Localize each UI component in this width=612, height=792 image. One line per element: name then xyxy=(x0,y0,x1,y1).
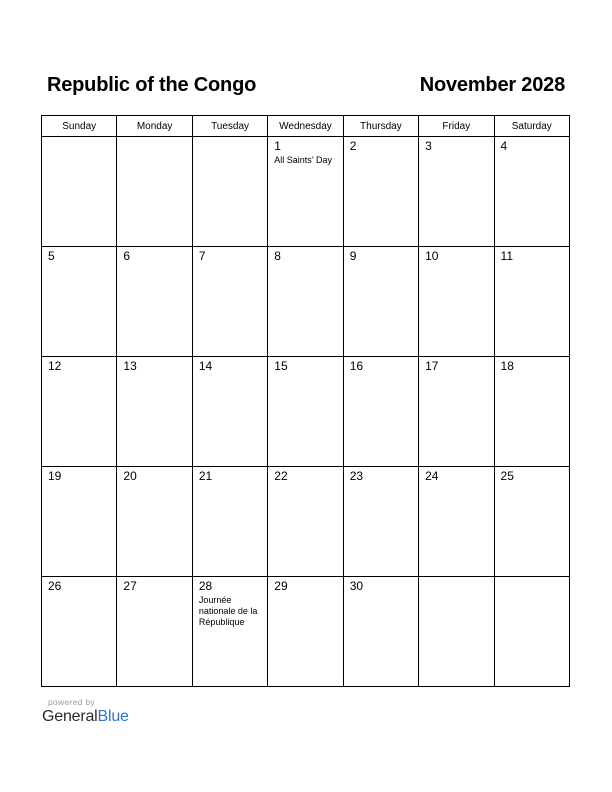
day-cell xyxy=(343,357,418,467)
day-number: 6 xyxy=(123,249,131,263)
holiday-label: Journée nationale de la République xyxy=(198,595,258,627)
day-cell-content xyxy=(193,247,267,264)
day-number: 5 xyxy=(48,249,55,263)
day-cell-content xyxy=(268,357,342,374)
weekday-header-row xyxy=(42,116,570,137)
day-cell-content xyxy=(117,467,191,484)
footer-branding xyxy=(42,697,129,727)
brand-logo[interactable] xyxy=(42,707,129,727)
day-number: 3 xyxy=(425,139,432,153)
day-cell xyxy=(494,137,569,247)
day-number: 17 xyxy=(425,359,439,373)
day-cell xyxy=(419,357,494,467)
day-cell-content xyxy=(193,467,267,484)
day-cell xyxy=(494,357,569,467)
day-cell-content xyxy=(495,137,569,154)
day-cell xyxy=(192,357,267,467)
day-cell-content xyxy=(268,577,342,594)
day-cell xyxy=(117,247,192,357)
day-cell xyxy=(117,357,192,467)
day-cell xyxy=(419,137,494,247)
day-number: 22 xyxy=(274,469,288,483)
day-cell xyxy=(268,357,343,467)
day-cell-content xyxy=(344,577,418,594)
day-cell xyxy=(419,467,494,577)
day-number: 25 xyxy=(500,469,514,483)
day-cell-content xyxy=(495,247,569,264)
month-year-title: November 2028 xyxy=(419,73,565,96)
country-title: Republic of the Congo xyxy=(47,73,257,96)
day-cell xyxy=(494,577,569,687)
day-cell-content xyxy=(193,577,267,628)
day-number: 24 xyxy=(425,469,439,483)
day-cell xyxy=(192,467,267,577)
day-cell xyxy=(42,357,117,467)
weekday-tuesday: Tuesday xyxy=(192,116,267,137)
day-number: 11 xyxy=(500,249,513,263)
weekday-wednesday: Wednesday xyxy=(268,116,343,137)
day-cell-content xyxy=(42,467,116,484)
day-number: 8 xyxy=(274,249,281,263)
day-cell xyxy=(42,247,117,357)
day-cell xyxy=(494,467,569,577)
day-cell-content xyxy=(268,247,342,264)
day-cell-content xyxy=(193,137,267,139)
day-number: 4 xyxy=(500,139,508,153)
day-cell xyxy=(192,577,267,687)
day-number: 7 xyxy=(198,249,206,263)
weekday-monday: Monday xyxy=(117,116,192,137)
powered-by-text: powered by xyxy=(48,697,95,707)
day-cell-content xyxy=(42,247,116,264)
brand-blue-text: Blue xyxy=(97,708,129,725)
day-cell-content xyxy=(419,467,493,484)
day-number: 13 xyxy=(123,359,137,373)
day-number: 29 xyxy=(274,579,288,593)
day-cell xyxy=(42,577,117,687)
brand-general-text: General xyxy=(42,708,98,725)
day-cell xyxy=(268,577,343,687)
day-number: 23 xyxy=(349,469,364,483)
day-cell xyxy=(343,467,418,577)
day-cell-content xyxy=(344,467,418,484)
day-cell xyxy=(117,577,192,687)
day-cell-content xyxy=(117,137,191,139)
day-number: 27 xyxy=(123,579,137,593)
week-row xyxy=(42,577,570,687)
day-cell-content xyxy=(495,467,569,484)
day-cell-content xyxy=(42,357,116,374)
day-cell-content xyxy=(193,357,267,374)
day-cell xyxy=(419,577,494,687)
day-cell-content xyxy=(42,137,116,139)
weekday-friday: Friday xyxy=(419,116,494,137)
day-cell-content xyxy=(268,467,342,484)
day-number: 21 xyxy=(198,469,213,483)
week-row xyxy=(42,247,570,357)
day-cell-content xyxy=(344,247,418,264)
calendar-body xyxy=(42,137,570,687)
day-cell-content xyxy=(344,357,418,374)
day-cell xyxy=(192,137,267,247)
weekday-sunday: Sunday xyxy=(42,116,117,137)
day-cell xyxy=(192,247,267,357)
day-cell xyxy=(419,247,494,357)
day-cell-content xyxy=(268,137,342,166)
day-number: 1 xyxy=(274,139,281,153)
weekday-thursday: Thursday xyxy=(343,116,418,137)
day-cell xyxy=(268,137,343,247)
day-number: 18 xyxy=(500,359,514,373)
day-cell-content xyxy=(344,137,418,154)
day-cell xyxy=(494,247,569,357)
day-number: 26 xyxy=(48,579,62,593)
day-cell-content xyxy=(117,247,191,264)
day-cell-content xyxy=(495,577,569,579)
day-number: 28 xyxy=(198,579,213,593)
day-number: 30 xyxy=(349,579,364,593)
weekday-saturday: Saturday xyxy=(494,116,569,137)
day-cell xyxy=(343,137,418,247)
day-cell xyxy=(42,137,117,247)
day-number: 15 xyxy=(274,359,288,373)
day-number: 2 xyxy=(349,139,357,153)
day-cell xyxy=(268,467,343,577)
day-cell-content xyxy=(117,357,191,374)
week-row xyxy=(42,357,570,467)
week-row xyxy=(42,137,570,247)
day-cell xyxy=(117,137,192,247)
day-number: 12 xyxy=(48,359,62,373)
day-cell xyxy=(42,467,117,577)
day-cell xyxy=(343,247,418,357)
day-cell xyxy=(117,467,192,577)
day-cell xyxy=(343,577,418,687)
day-number: 20 xyxy=(123,469,137,483)
day-number: 14 xyxy=(198,359,213,373)
calendar-header xyxy=(47,70,565,100)
day-cell-content xyxy=(495,357,569,374)
week-row xyxy=(42,467,570,577)
day-number: 16 xyxy=(349,359,364,373)
day-number: 10 xyxy=(425,249,439,263)
month-calendar-grid xyxy=(41,115,570,687)
day-cell-content xyxy=(419,137,493,154)
day-cell xyxy=(268,247,343,357)
day-number: 9 xyxy=(349,249,357,263)
day-cell-content xyxy=(419,247,493,264)
day-cell-content xyxy=(419,577,493,579)
day-cell-content xyxy=(419,357,493,374)
day-number: 19 xyxy=(48,469,62,483)
day-cell-content xyxy=(42,577,116,594)
day-cell-content xyxy=(117,577,191,594)
holiday-label: All Saints’ Day xyxy=(274,155,332,165)
